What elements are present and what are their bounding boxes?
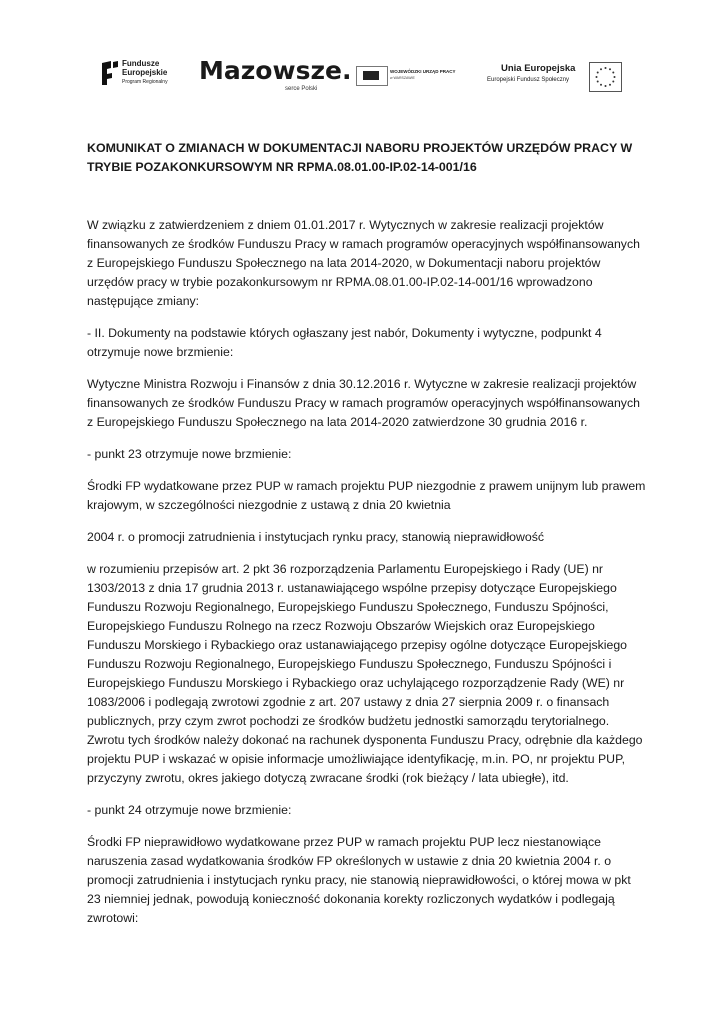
eu-logo	[487, 60, 622, 92]
document-title: KOMUNIKAT O ZMIANACH W DOKUMENTACJI NABORU PROJEKTÓW URZĘDÓW PRACY W TRYBIE POZAKONKURSOWYM NR RPMA.08.01.00-IP.02-14-001/16	[87, 141, 633, 174]
wup-logo-line1: WOJEWÓDZKI URZĄD PRACY	[390, 69, 456, 74]
fe-logo-line3: Program Regionalny	[122, 79, 168, 85]
fe-logo-line1: Fundusze	[122, 59, 160, 68]
logo-bar	[0, 52, 725, 98]
paragraph-point-24-heading: - punkt 24 otrzymuje nowe brzmienie:	[87, 803, 292, 817]
paragraph-point-23-b: 2004 r. o promocji zatrudnienia i instytucjach rynku pracy, stanowią nieprawidłowość	[87, 530, 545, 544]
paragraph-point-24-text: Środki FP nieprawidłowo wydatkowane przez PUP w ramach projektu PUP lecz niestanowiące naruszenia zasad wydatkowania środków FP określonych w ustawie z dnia 20 kwietnia 2004 r. o promocji zatrudnienia i instytucjach rynku pracy, nie stanowią nieprawidłowości, o której mowa w pkt 23 niemniej jednak, powodują konieczność dokonania korekty rozliczonych wydatków i podlegają zwrotowi:	[87, 835, 631, 925]
paragraph-point-23-c: w rozumieniu przepisów art. 2 pkt 36 rozporządzenia Parlamentu Europejskiego i Rady (UE) nr 1303/2013 z dnia 17 grudnia 2013 r. ustanawiającego wspólne przepisy dotyczące Europejskiego Funduszu Rozwoju Regionalnego, Europejskiego Funduszu Społecznego, Funduszu Spójności, Europejskiego Funduszu Rolnego na rzecz Rozwoju Obszarów Wiejskich oraz Europejskiego Funduszu Morskiego i Rybackiego oraz ustanawiającego przepisy ogólne dotyczące Europejskiego Funduszu Rozwoju Regionalnego, Europejskiego Funduszu Społecznego, Funduszu Spójności i Europejskiego Funduszu Morskiego i Rybackiego oraz uchylającego rozporządzenie Rady (WE) nr 1083/2006 i podlegają zwrotowi zgodnie z art. 207 ustawy z dnia 27 sierpnia 2009 r. o finansach publicznych, przy czym zwrot pochodzi ze środków budżetu jednostki samorządu terytorialnego. Zwrotu tych środków należy dokonać na rachunek dysponenta Funduszu Pracy, odrębnie dla każdego projektu PUP i wskazać w opisie informacje umożliwiające identyfikację, m.in. PO, nr projektu PUP, przyczyny zwrotu, okres jakiego dotyczą zwracane środki (rok bieżący / lata ubiegłe), itd.	[87, 562, 643, 785]
eu-logo-line1: Unia Europejska	[501, 63, 576, 74]
wup-logo-line2: w WARSZAWIE	[390, 76, 415, 80]
paragraph-intro: W związku z zatwierdzeniem z dniem 01.01.2017 r. Wytycznych w zakresie realizacji projektów finansowanych ze środków Funduszu Pracy w ramach programów operacyjnych współfinansowanych z Europejskiego Funduszu Społecznego na lata 2014-2020, w Dokumentacji naboru projektów urzędów pracy w trybie pozakonkursowym nr RPMA.08.01.00-IP.02-14-001/16 wprowadzono następujące zmiany:	[87, 218, 640, 308]
fundusze-europejskie-logo	[101, 58, 181, 90]
paragraph-point-23-heading: - punkt 23 otrzymuje nowe brzmienie:	[87, 447, 292, 461]
wup-logo	[356, 66, 456, 90]
mazowsze-wordmark: Mazowsze.	[199, 56, 352, 85]
mazowsze-logo	[199, 56, 352, 94]
paragraph-guidelines: Wytyczne Ministra Rozwoju i Finansów z dnia 30.12.2016 r. Wytyczne w zakresie realizacji projektów finansowanych ze środków Funduszu Pracy w ramach programów operacyjnych współfinansowanych z Europejskiego Funduszu Społecznego na lata 2014-2020 zatwierdzone 30 grudnia 2016 r.	[87, 377, 640, 429]
wup-emblem-icon	[356, 66, 388, 86]
eu-flag-icon	[589, 62, 622, 92]
document-content	[87, 139, 647, 928]
eu-logo-line2: Europejski Fundusz Społeczny	[487, 77, 570, 83]
document-body	[87, 216, 647, 928]
fe-logo-line2: Europejskie	[122, 68, 168, 77]
fe-symbol-icon	[101, 60, 119, 86]
paragraph-change-section-ii: - II. Dokumenty na podstawie których ogłaszany jest nabór, Dokumenty i wytyczne, podpunkt 4 otrzymuje nowe brzmienie:	[87, 326, 602, 359]
mazowsze-tagline: serce Polski	[285, 86, 318, 92]
paragraph-point-23-a: Środki FP wydatkowane przez PUP w ramach projektu PUP niezgodnie z prawem unijnym lub prawem krajowym, w szczególności niezgodnie z ustawą z dnia 20 kwietnia	[87, 479, 646, 512]
